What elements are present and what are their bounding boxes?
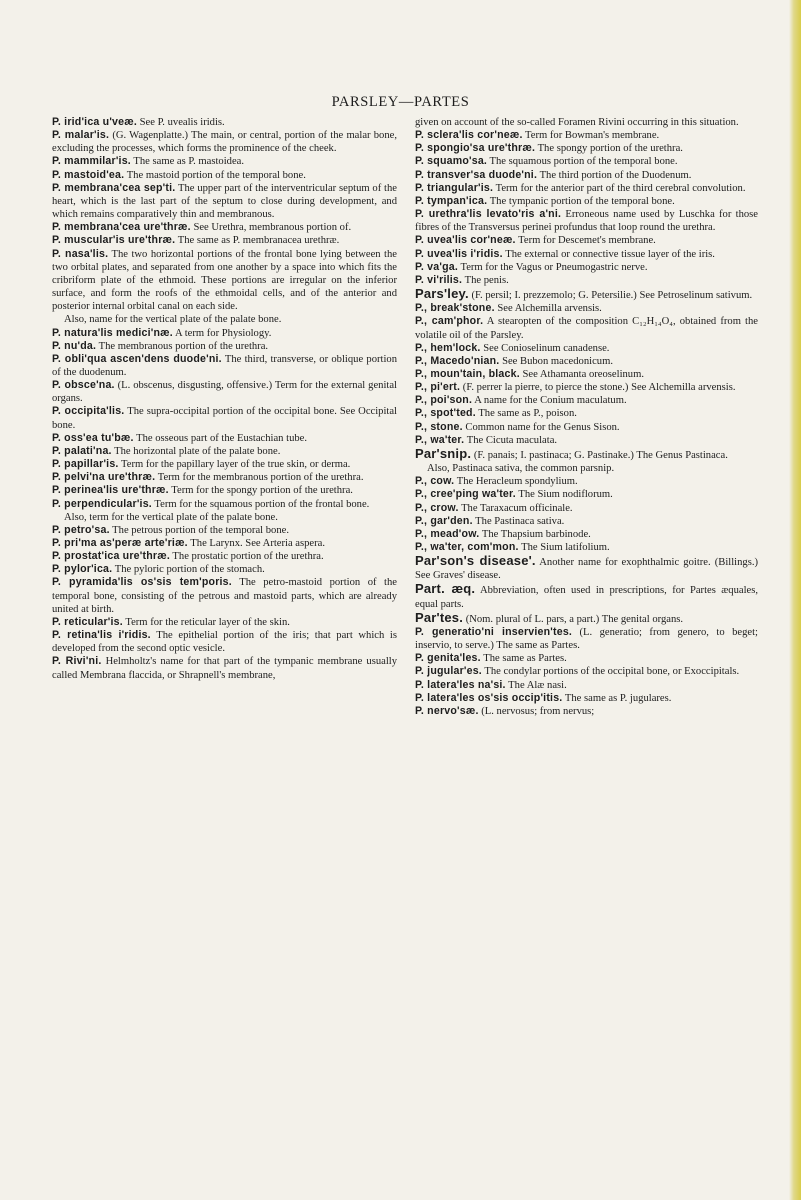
entry-definition: Helmholtz's name for that part of the tympanic membrane usually called Membrana flaccida, or Shrapnell's membrane, <box>52 656 398 681</box>
dictionary-entry <box>415 302 758 315</box>
entry-definition: The spongy portion of the urethra. <box>535 143 683 155</box>
entry-definition: (F. panais; I. pastinaca; G. Pastinake.) The Genus Pastinaca. <box>471 449 728 461</box>
dictionary-entry <box>415 381 758 394</box>
dictionary-entry <box>415 652 758 665</box>
dictionary-entry <box>415 248 758 261</box>
entry-definition: The petrous portion of the temporal bone. <box>109 524 289 536</box>
entry-definition: Also, Pastinaca sativa, the common parsnip. <box>427 463 615 475</box>
entry-definition: (L. nervosus; from nervus; <box>478 705 595 717</box>
entry-headword: P. transver'sa duode'ni. <box>415 168 538 181</box>
entry-headword: P. squamo'sa. <box>415 155 488 168</box>
left-column <box>52 116 397 682</box>
entry-definition: Term for the reticular layer of the skin. <box>122 616 290 628</box>
entry-definition: (Nom. plural of L. pars, a part.) The genital organs. <box>463 613 684 625</box>
entry-definition: The Cicuta maculata. <box>464 434 558 446</box>
entry-definition: (F. perrer la pierre, to pierce the stone.) See Alchemilla arvensis. <box>460 382 736 394</box>
entry-headword: P. perinea'lis ure'thræ. <box>52 484 169 497</box>
page-edge-stain <box>789 0 801 1200</box>
dictionary-entry <box>415 208 758 234</box>
entry-headword: P. malar'is. <box>52 129 110 142</box>
dictionary-entry <box>415 626 758 652</box>
entry-headword: P. mastoid'ea. <box>52 168 125 181</box>
entry-definition: The mastoid portion of the temporal bone. <box>124 169 306 181</box>
entry-definition: Also, term for the vertical plate of the palate bone. <box>64 511 278 523</box>
entry-headword: P. va'ga. <box>415 260 458 273</box>
entry-headword: Part. æq. <box>415 581 476 597</box>
entry-definition: The Larynx. See Arteria aspera. <box>187 538 326 549</box>
dictionary-entry <box>52 313 397 326</box>
entry-definition: Term for the anterior part of the third cerebral convolution. <box>493 182 746 194</box>
entry-headword: Pars'ley. <box>415 286 469 302</box>
entry-definition: The petro-mastoid portion of the temporal bone, consisting of the petrous and mastoid parts, which are already united at birth. <box>52 577 397 615</box>
dictionary-entry <box>52 405 397 431</box>
dictionary-entry <box>52 234 397 247</box>
entry-definition: The membranous portion of the urethra. <box>96 340 269 352</box>
entry-headword: P. triangular'is. <box>415 181 494 194</box>
entry-headword: P. muscular'is ure'thræ. <box>52 234 176 247</box>
dictionary-entry <box>52 340 397 353</box>
entry-headword: P. obli'qua ascen'dens duode'ni. <box>52 352 222 365</box>
entry-headword: P. mammilar'is. <box>52 155 131 168</box>
entry-headword: P. perpendicular'is. <box>52 497 152 510</box>
entry-definition: A term for Physiology. <box>172 327 272 339</box>
entry-definition: (L. generatio; from genero, to beget; inservio, to serve.) The same as Partes. <box>415 626 758 652</box>
entry-headword: P. uvea'lis i'ridis. <box>415 247 503 260</box>
entry-headword: P. generatio'ni inservien'tes. <box>415 625 573 638</box>
entry-headword: P., hem'lock. <box>415 341 481 354</box>
dictionary-entry <box>415 611 758 626</box>
entry-headword: P. pri'ma as'peræ arte'riæ. <box>52 537 188 549</box>
entry-definition: See P. uvealis iridis. <box>137 117 225 128</box>
dictionary-entry <box>52 511 397 524</box>
dictionary-entry <box>52 655 397 681</box>
dictionary-entry <box>52 432 397 445</box>
dictionary-entry <box>52 563 397 576</box>
dictionary-entry <box>52 576 397 615</box>
entry-headword: P. irid'ica u'veæ. <box>52 116 137 128</box>
entry-definition: The Taraxacum officinale. <box>458 502 573 514</box>
entry-headword: Par'snip. <box>415 445 472 461</box>
entry-headword: P., gar'den. <box>415 514 473 527</box>
entry-headword: P. petro'sa. <box>52 523 110 536</box>
entry-headword: P., wa'ter, com'mon. <box>415 541 519 553</box>
entry-headword: P. nervo'sæ. <box>415 704 479 717</box>
entry-headword: P. latera'les na'si. <box>415 678 506 691</box>
dictionary-entry <box>415 368 758 381</box>
entry-headword: P., moun'tain, black. <box>415 367 520 380</box>
entry-headword: P. latera'les os'sis occip'itis. <box>415 691 563 704</box>
entry-headword: P., wa'ter. <box>415 433 465 446</box>
entry-definition: The condylar portions of the occipital bone, or Exoccipitals. <box>481 666 740 678</box>
dictionary-entry <box>415 679 758 692</box>
entry-definition: The same as P. mastoidea. <box>130 156 245 168</box>
entry-definition: The Sium latifolium. <box>518 542 610 553</box>
entry-headword: P. prostat'ica ure'thræ. <box>52 550 170 563</box>
entry-definition: Term for the squamous portion of the frontal bone. <box>151 498 370 510</box>
entry-definition: Term for the Vagus or Pneumogastric nerve. <box>458 261 648 273</box>
dictionary-entry <box>415 394 758 407</box>
dictionary-entry <box>415 155 758 168</box>
entry-headword: P. obsce'na. <box>52 379 115 392</box>
dictionary-entry <box>415 129 758 142</box>
entry-headword: P. membrana'cea ure'thræ. <box>52 221 191 234</box>
entry-headword: P. oss'ea tu'bæ. <box>52 431 134 444</box>
entry-definition: Term for Bowman's membrane. <box>522 130 660 142</box>
entry-headword: P. pelvi'na ure'thræ. <box>52 471 156 484</box>
dictionary-entry <box>52 116 397 129</box>
entry-definition: The upper part of the interventricular septum of the heart, which is the last part of the septum to close during development, and which remains comparatively thin and membranous. <box>52 182 398 221</box>
dictionary-entry <box>52 616 397 629</box>
entry-definition: The Sium nodiflorum. <box>515 489 613 501</box>
dictionary-entry <box>415 261 758 274</box>
entry-headword: P. papillar'is. <box>52 458 119 471</box>
entry-headword: P., stone. <box>415 420 463 433</box>
entry-headword: P., cow. <box>415 475 455 488</box>
entry-definition: Abbreviation, often used in prescriptions, for Partes æquales, equal parts. <box>415 585 758 610</box>
entry-definition: The epithelial portion of the iris; that part which is developed from the second optic vesicle. <box>52 630 397 655</box>
entry-definition: A stearopten of the composition C₁₂H₁₄O₄, obtained from the volatile oil of the Parsley. <box>415 316 759 341</box>
entry-definition: Term for the papillary layer of the true skin, or derma. <box>118 459 351 471</box>
dictionary-entry <box>52 629 397 655</box>
entry-headword: P. uvea'lis cor'neæ. <box>415 234 516 247</box>
dictionary-entry <box>52 248 397 314</box>
entry-headword: P., poi'son. <box>415 394 473 407</box>
entry-definition: The Heracleum spondylium. <box>454 476 578 488</box>
dictionary-entry <box>415 234 758 247</box>
dictionary-entry <box>415 195 758 208</box>
entry-definition: The horizontal plate of the palate bone. <box>111 445 281 457</box>
dictionary-entry <box>52 182 397 221</box>
dictionary-entry <box>52 353 397 379</box>
entry-headword: P., crow. <box>415 501 459 514</box>
entry-headword: P. natura'lis medici'næ. <box>52 326 173 339</box>
entry-definition: (L. obscenus, disgusting, offensive.) Term for the external genital organs. <box>52 380 397 405</box>
entry-headword: P. palati'na. <box>52 444 112 457</box>
dictionary-entry <box>415 554 758 582</box>
dictionary-entry <box>52 524 397 537</box>
entry-definition: The tympanic portion of the temporal bone. <box>487 195 675 207</box>
entry-definition: (F. persil; I. prezzemolo; G. Petersilie.) See Petroselinum sativum. <box>468 290 753 302</box>
dictionary-entry <box>415 182 758 195</box>
dictionary-entry <box>52 458 397 471</box>
entry-definition: Term for Descemet's membrane. <box>515 235 656 247</box>
entry-definition: A name for the Conium maculatum. <box>472 395 627 407</box>
entry-headword: Par'tes. <box>415 609 464 625</box>
dictionary-entry <box>415 142 758 155</box>
entry-definition: Erroneous name used by Luschka for those fibres of the Transversus perinei profundus that loop round the urethra. <box>415 209 758 234</box>
entry-headword: P. pylor'ica. <box>52 563 113 576</box>
entry-definition: The Pastinaca sativa. <box>472 515 565 527</box>
entry-definition: The Thapsium barbinode. <box>479 528 591 540</box>
entry-definition: The prostatic portion of the urethra. <box>169 551 324 563</box>
entry-definition: The osseous part of the Eustachian tube. <box>133 432 308 444</box>
entry-definition: The pyloric portion of the stomach. <box>112 564 265 576</box>
entry-headword: P. reticular'is. <box>52 615 123 628</box>
entry-headword: P., mead'ow. <box>415 527 480 540</box>
dictionary-entry <box>415 169 758 182</box>
dictionary-entry <box>415 287 758 302</box>
entry-definition: The same as Partes. <box>480 653 567 665</box>
dictionary-entry <box>415 116 758 129</box>
entry-definition: The third portion of the Duodenum. <box>537 169 692 181</box>
entry-headword: P., break'stone. <box>415 302 495 315</box>
entry-definition: The two horizontal portions of the frontal bone lying between the two orbital plates, and separated from one another by a space into which fits the cribriform plate of the ethmoid. These portions are irregular on the inferior surface, and form the roofs of the ethmoidal cells, and of the anterior and posterior internal orbital canal on each side. <box>52 248 397 313</box>
dictionary-entry <box>415 421 758 434</box>
entry-headword: P. retina'lis i'ridis. <box>52 629 151 642</box>
entry-definition: See Athamanta oreoselinum. <box>519 368 644 380</box>
dictionary-entry <box>415 488 758 501</box>
dictionary-entry <box>415 665 758 678</box>
dictionary-entry <box>52 379 397 405</box>
dictionary-entry <box>52 327 397 340</box>
entry-definition: See Alchemilla arvensis. <box>494 303 602 315</box>
dictionary-entry <box>415 355 758 368</box>
dictionary-entry <box>52 221 397 234</box>
entry-headword: Par'son's disease'. <box>415 553 536 569</box>
right-column <box>415 116 758 718</box>
entry-definition: The external or connective tissue layer of the iris. <box>502 248 715 260</box>
dictionary-entry <box>52 169 397 182</box>
entry-headword: P. vi'rilis. <box>415 273 463 286</box>
entry-definition: The third, transverse, or oblique portion of the duodenum. <box>52 353 398 378</box>
dictionary-entry <box>415 342 758 355</box>
entry-definition: The penis. <box>462 274 509 286</box>
entry-headword: P. nu'da. <box>52 339 97 352</box>
dictionary-entry <box>415 692 758 705</box>
dictionary-entry <box>52 155 397 168</box>
entry-definition: The supra-occipital portion of the occipital bone. See Occipital bone. <box>52 406 397 431</box>
dictionary-entry <box>415 528 758 541</box>
entry-headword: P. pyramida'lis os'sis tem'poris. <box>52 576 232 589</box>
entry-headword: P., Macedo'nian. <box>415 354 500 367</box>
entry-definition: See Bubon macedonicum. <box>499 355 613 367</box>
entry-headword: P. genita'les. <box>415 652 481 665</box>
dictionary-entry <box>52 484 397 497</box>
entry-headword: P. sclera'lis cor'neæ. <box>415 129 523 142</box>
entry-definition: Term for the membranous portion of the urethra. <box>155 472 364 484</box>
entry-headword: P. membrana'cea sep'ti. <box>52 181 176 194</box>
entry-headword: P. Rivi'ni. <box>52 655 102 668</box>
dictionary-entry <box>52 129 397 155</box>
entry-definition: Another name for exophthalmic goitre. (Billings.) See Graves' disease. <box>415 557 758 582</box>
dictionary-entry <box>415 475 758 488</box>
entry-headword: P., pi'ert. <box>415 381 461 394</box>
entry-definition: Common name for the Genus Sison. <box>462 421 620 433</box>
dictionary-entry <box>52 498 397 511</box>
entry-headword: P. tympan'ica. <box>415 194 488 207</box>
entry-headword: P., cam'phor. <box>415 315 484 328</box>
entry-definition: The same as P., poison. <box>475 408 577 420</box>
entry-definition: given on account of the so-called Foramen Rivini occurring in this situation. <box>415 117 739 128</box>
entry-definition: The same as P. membranacea urethræ. <box>175 235 340 247</box>
entry-headword: P. occipita'lis. <box>52 405 125 418</box>
dictionary-entry <box>415 582 758 610</box>
entry-headword: P. jugular'es. <box>415 665 482 678</box>
entry-definition: The squamous portion of the temporal bone. <box>487 156 678 168</box>
dictionary-entry <box>52 471 397 484</box>
dictionary-entry <box>415 515 758 528</box>
page-header: PARSLEY—PARTES <box>331 94 470 110</box>
entry-headword: P. spongio'sa ure'thræ. <box>415 142 536 155</box>
dictionary-entry <box>52 537 397 550</box>
entry-definition: See Conioselinum canadense. <box>480 342 610 354</box>
entry-definition: See Urethra, membranous portion of. <box>190 222 352 234</box>
entry-definition: Also, name for the vertical plate of the palate bone. <box>64 314 282 326</box>
dictionary-entry <box>415 462 758 475</box>
entry-definition: The same as P. jugulares. <box>562 692 672 704</box>
dictionary-entry <box>52 445 397 458</box>
dictionary-entry <box>52 550 397 563</box>
dictionary-entry <box>415 705 758 718</box>
entry-headword: P., spot'ted. <box>415 407 476 420</box>
dictionary-entry <box>415 447 758 462</box>
entry-definition: (G. Wagenplatte.) The main, or central, portion of the malar bone, excluding the processes, which forms the prominence of the cheek. <box>52 130 398 155</box>
entry-headword: P., cree'ping wa'ter. <box>415 488 516 501</box>
entry-definition: Term for the spongy portion of the urethra. <box>168 485 353 497</box>
entry-definition: The Alæ nasi. <box>505 679 567 691</box>
dictionary-entry <box>415 502 758 515</box>
dictionary-entry <box>415 407 758 420</box>
entry-headword: P. urethra'lis levato'ris a'ni. <box>415 208 562 221</box>
entry-headword: P. nasa'lis. <box>52 247 109 260</box>
dictionary-entry <box>415 315 758 341</box>
